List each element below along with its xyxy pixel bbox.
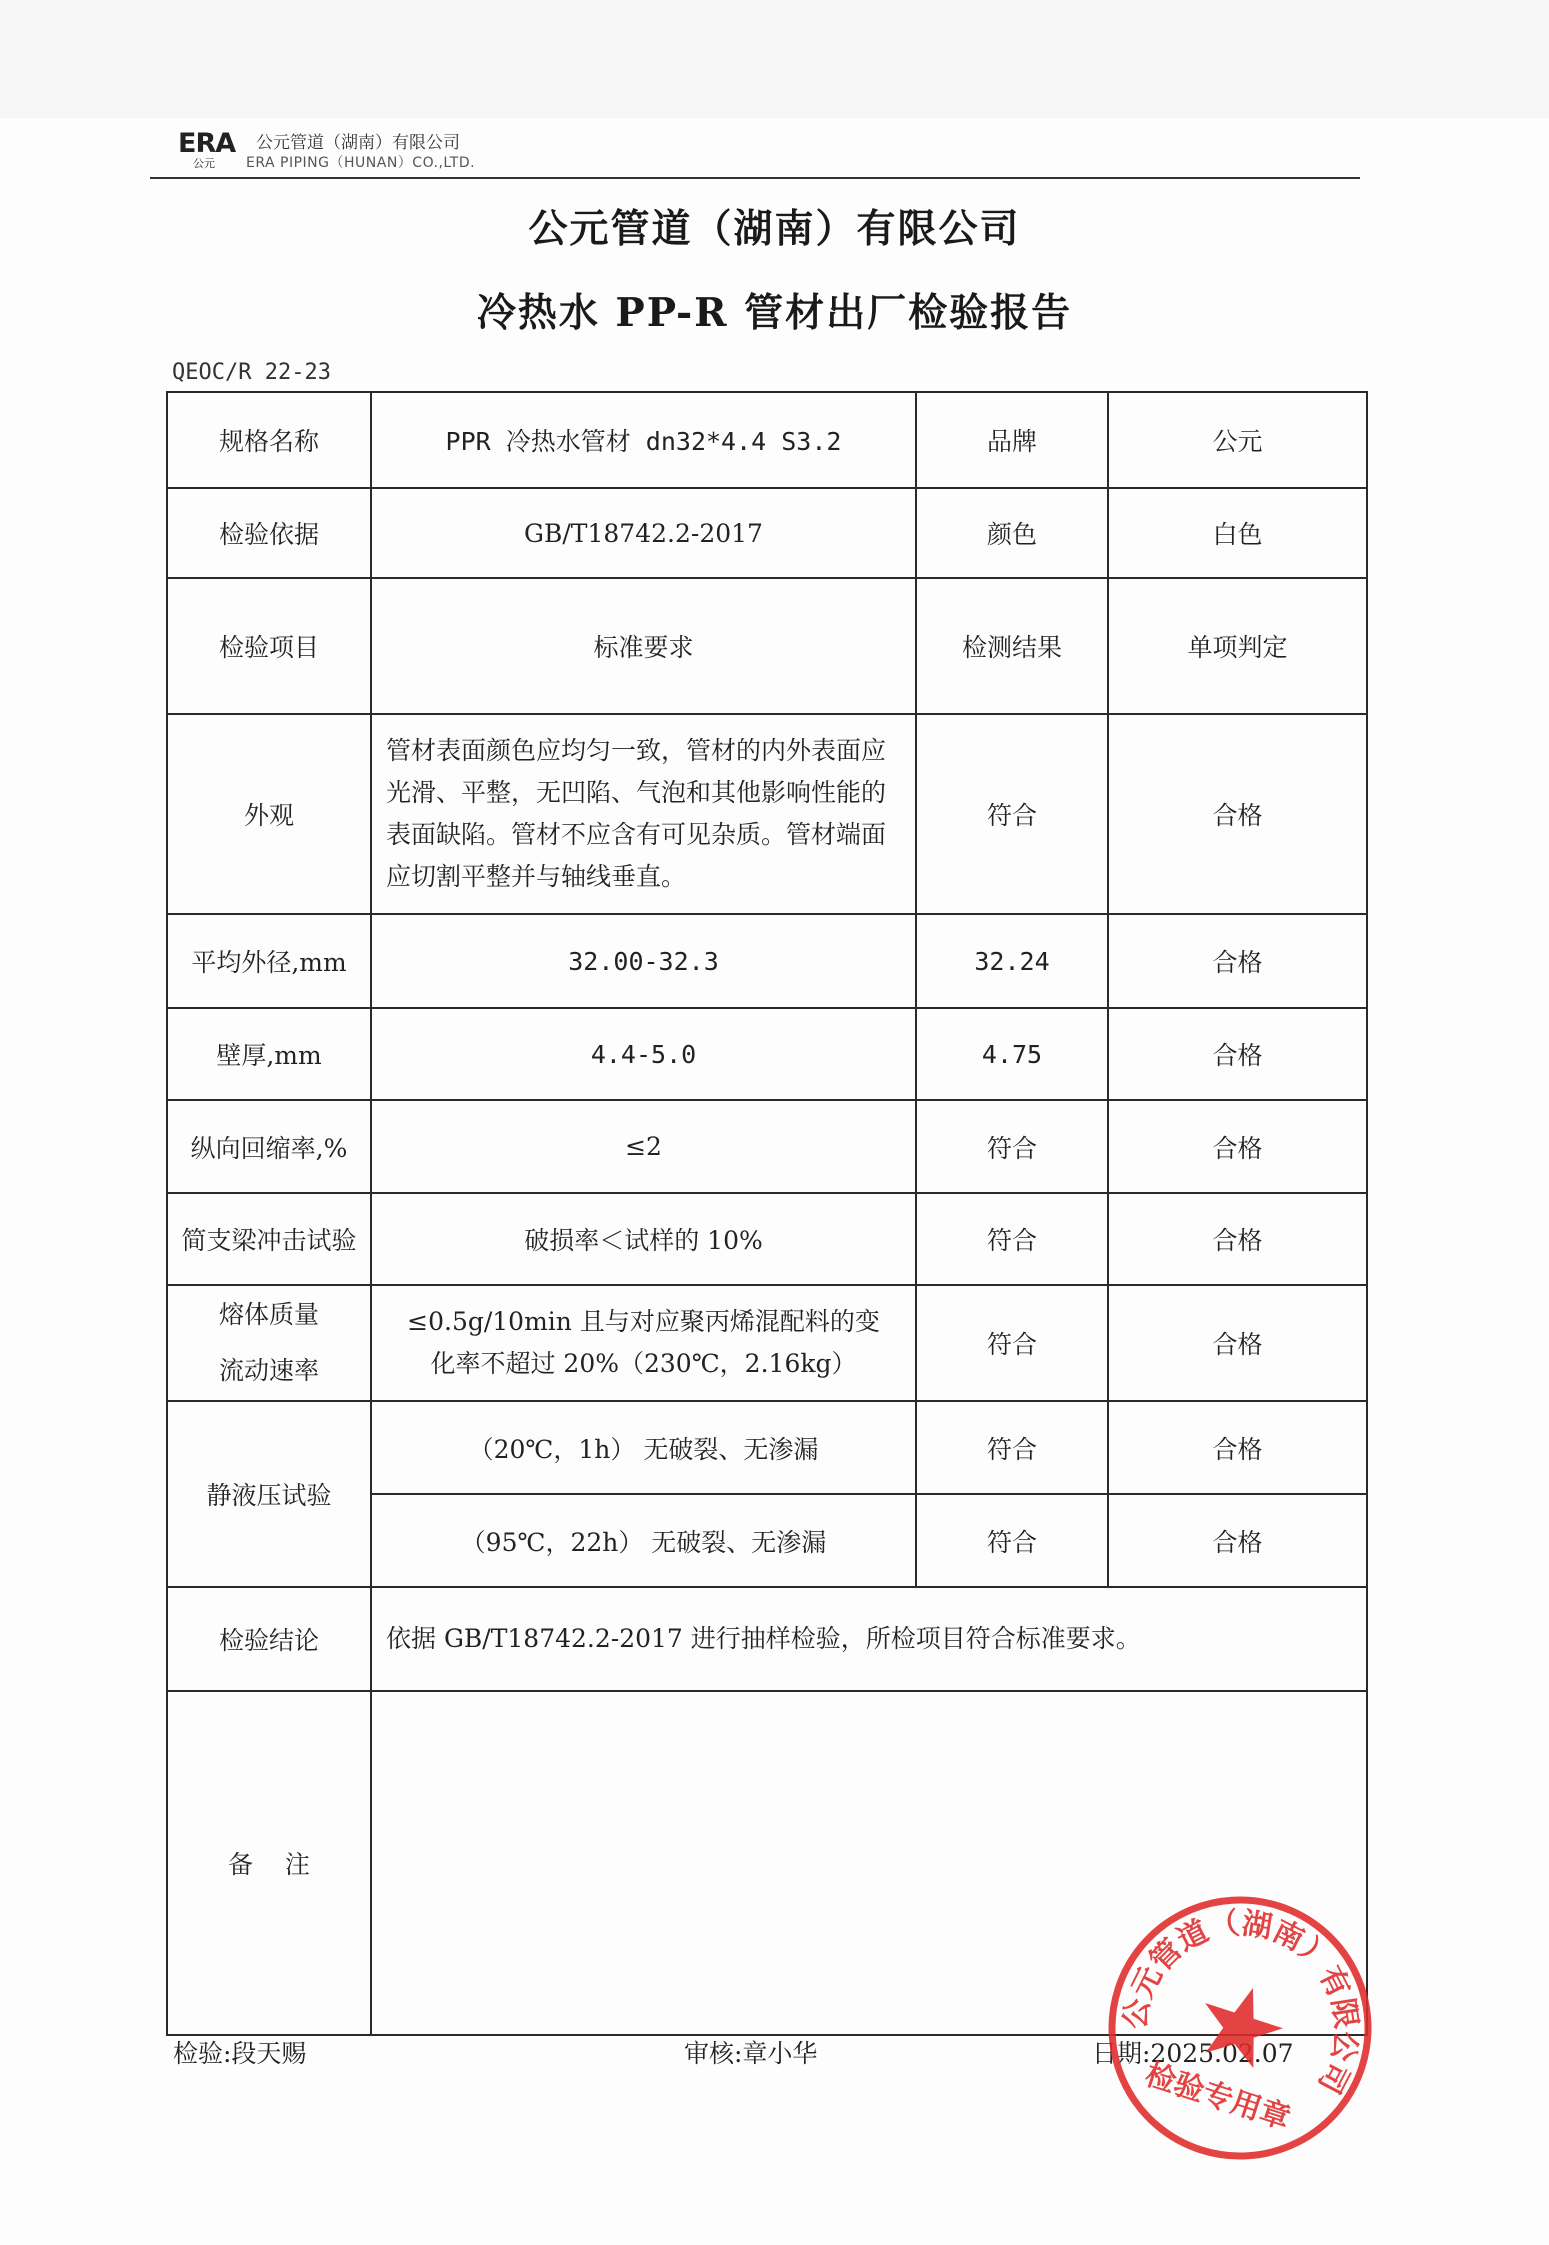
- table-row: [167, 1193, 1367, 1285]
- basis-value: GB/T18742.2-2017: [371, 488, 916, 578]
- spec-label: 规格名称: [167, 392, 371, 488]
- basis-label: 检验依据: [167, 488, 371, 578]
- inspector: 检验:段天赐: [173, 2039, 307, 2068]
- verdict-cell: 合格: [1108, 714, 1367, 914]
- result-cell: 符合: [916, 1401, 1108, 1494]
- company-name-en: ERA PIPING（HUNAN）CO.,LTD.: [246, 155, 476, 171]
- table-row: [167, 1587, 1367, 1691]
- verdict-cell: 合格: [1108, 1401, 1367, 1494]
- requirement-cell: 32.00-32.3: [371, 914, 916, 1008]
- item-cell: 壁厚,mm: [167, 1008, 371, 1100]
- seal-outer-text: 公元管道（湖南）有限公司: [1117, 1906, 1364, 2100]
- item-line: 熔体质量: [218, 1300, 319, 1329]
- seal-star-icon: [1191, 1975, 1292, 2073]
- verdict-cell: 合格: [1108, 1494, 1367, 1587]
- spec-value: PPR 冷热水管材 dn32*4.4 S3.2: [371, 392, 916, 488]
- scan-margin: [0, 0, 1549, 118]
- document-title: 公元管道（湖南）有限公司: [528, 206, 1021, 252]
- result-cell: 符合: [916, 1100, 1108, 1193]
- result-cell: 符合: [916, 1193, 1108, 1285]
- company-seal: [1100, 1888, 1380, 2168]
- item-cell: [167, 1285, 371, 1401]
- requirement-cell: 管材表面颜色应均匀一致，管材的内外表面应光滑、平整，无凹陷、气泡和其他影响性能的表面缺陷。管材不应含有可见杂质。管材端面应切割平整并与轴线垂直。: [371, 714, 916, 914]
- hydro-item-cell: 静液压试验: [167, 1401, 371, 1587]
- requirement-cell: 破损率＜试样的 10%: [371, 1193, 916, 1285]
- verdict-cell: 合格: [1108, 1193, 1367, 1285]
- item-cell: 平均外径,mm: [167, 914, 371, 1008]
- table-header-row: [167, 578, 1367, 714]
- verdict-cell: 合格: [1108, 1285, 1367, 1401]
- table-row: [167, 914, 1367, 1008]
- requirement-cell: （95℃，22h） 无破裂、无渗漏: [371, 1494, 916, 1587]
- requirement-cell: [371, 1285, 916, 1401]
- document-subtitle: 冷热水 PP-R 管材出厂检验报告: [476, 290, 1073, 336]
- item-cell: 简支梁冲击试验: [167, 1193, 371, 1285]
- letterhead: [178, 124, 1360, 176]
- seal-inner-text: 检验专用章: [1140, 2057, 1295, 2137]
- conclusion-label: 检验结论: [167, 1587, 371, 1691]
- table-row: [167, 1285, 1367, 1401]
- result-cell: 符合: [916, 714, 1108, 914]
- document-number: QEOC/R 22-23: [172, 360, 331, 385]
- conclusion-text: 依据 GB/T18742.2-2017 进行抽样检验，所检项目符合标准要求。: [371, 1587, 1367, 1691]
- column-header: 单项判定: [1108, 578, 1367, 714]
- result-cell: 符合: [916, 1494, 1108, 1587]
- result-cell: 符合: [916, 1285, 1108, 1401]
- requirement-line: 化率不超过 20%（230℃，2.16kg）: [430, 1349, 857, 1378]
- table-row: [167, 1401, 1367, 1494]
- table-row: [167, 714, 1367, 914]
- verdict-cell: 合格: [1108, 1100, 1367, 1193]
- remark-label: 备 注: [167, 1691, 371, 2035]
- inspection-table: [166, 391, 1368, 2036]
- column-header: 检测结果: [916, 578, 1108, 714]
- column-header: 检验项目: [167, 578, 371, 714]
- brand-label: 品牌: [916, 392, 1108, 488]
- logo-subtext: 公元: [193, 157, 215, 170]
- reviewer: 审核:章小华: [684, 2039, 818, 2068]
- requirement-line: ≤0.5g/10min 且与对应聚丙烯混配料的变: [407, 1307, 880, 1336]
- table-row: [167, 1008, 1367, 1100]
- requirement-cell: （20℃，1h） 无破裂、无渗漏: [371, 1401, 916, 1494]
- logo-text: ERA: [178, 128, 236, 159]
- table-row: [167, 488, 1367, 578]
- color-value: 白色: [1108, 488, 1367, 578]
- verdict-cell: 合格: [1108, 1008, 1367, 1100]
- table-row: [167, 1100, 1367, 1193]
- color-label: 颜色: [916, 488, 1108, 578]
- verdict-cell: 合格: [1108, 914, 1367, 1008]
- result-cell: 4.75: [916, 1008, 1108, 1100]
- brand-value: 公元: [1108, 392, 1367, 488]
- era-logo: [178, 128, 236, 170]
- company-name-cn: 公元管道（湖南）有限公司: [256, 133, 460, 153]
- table-row: [167, 392, 1367, 488]
- requirement-cell: ≤2: [371, 1100, 916, 1193]
- header-divider: [150, 177, 1360, 179]
- column-header: 标准要求: [371, 578, 916, 714]
- result-cell: 32.24: [916, 914, 1108, 1008]
- report-date: 日期:2025.02.07: [1092, 2039, 1294, 2068]
- requirement-cell: 4.4-5.0: [371, 1008, 916, 1100]
- item-cell: 纵向回缩率,%: [167, 1100, 371, 1193]
- item-line: 流动速率: [218, 1356, 319, 1385]
- item-cell: 外观: [167, 714, 371, 914]
